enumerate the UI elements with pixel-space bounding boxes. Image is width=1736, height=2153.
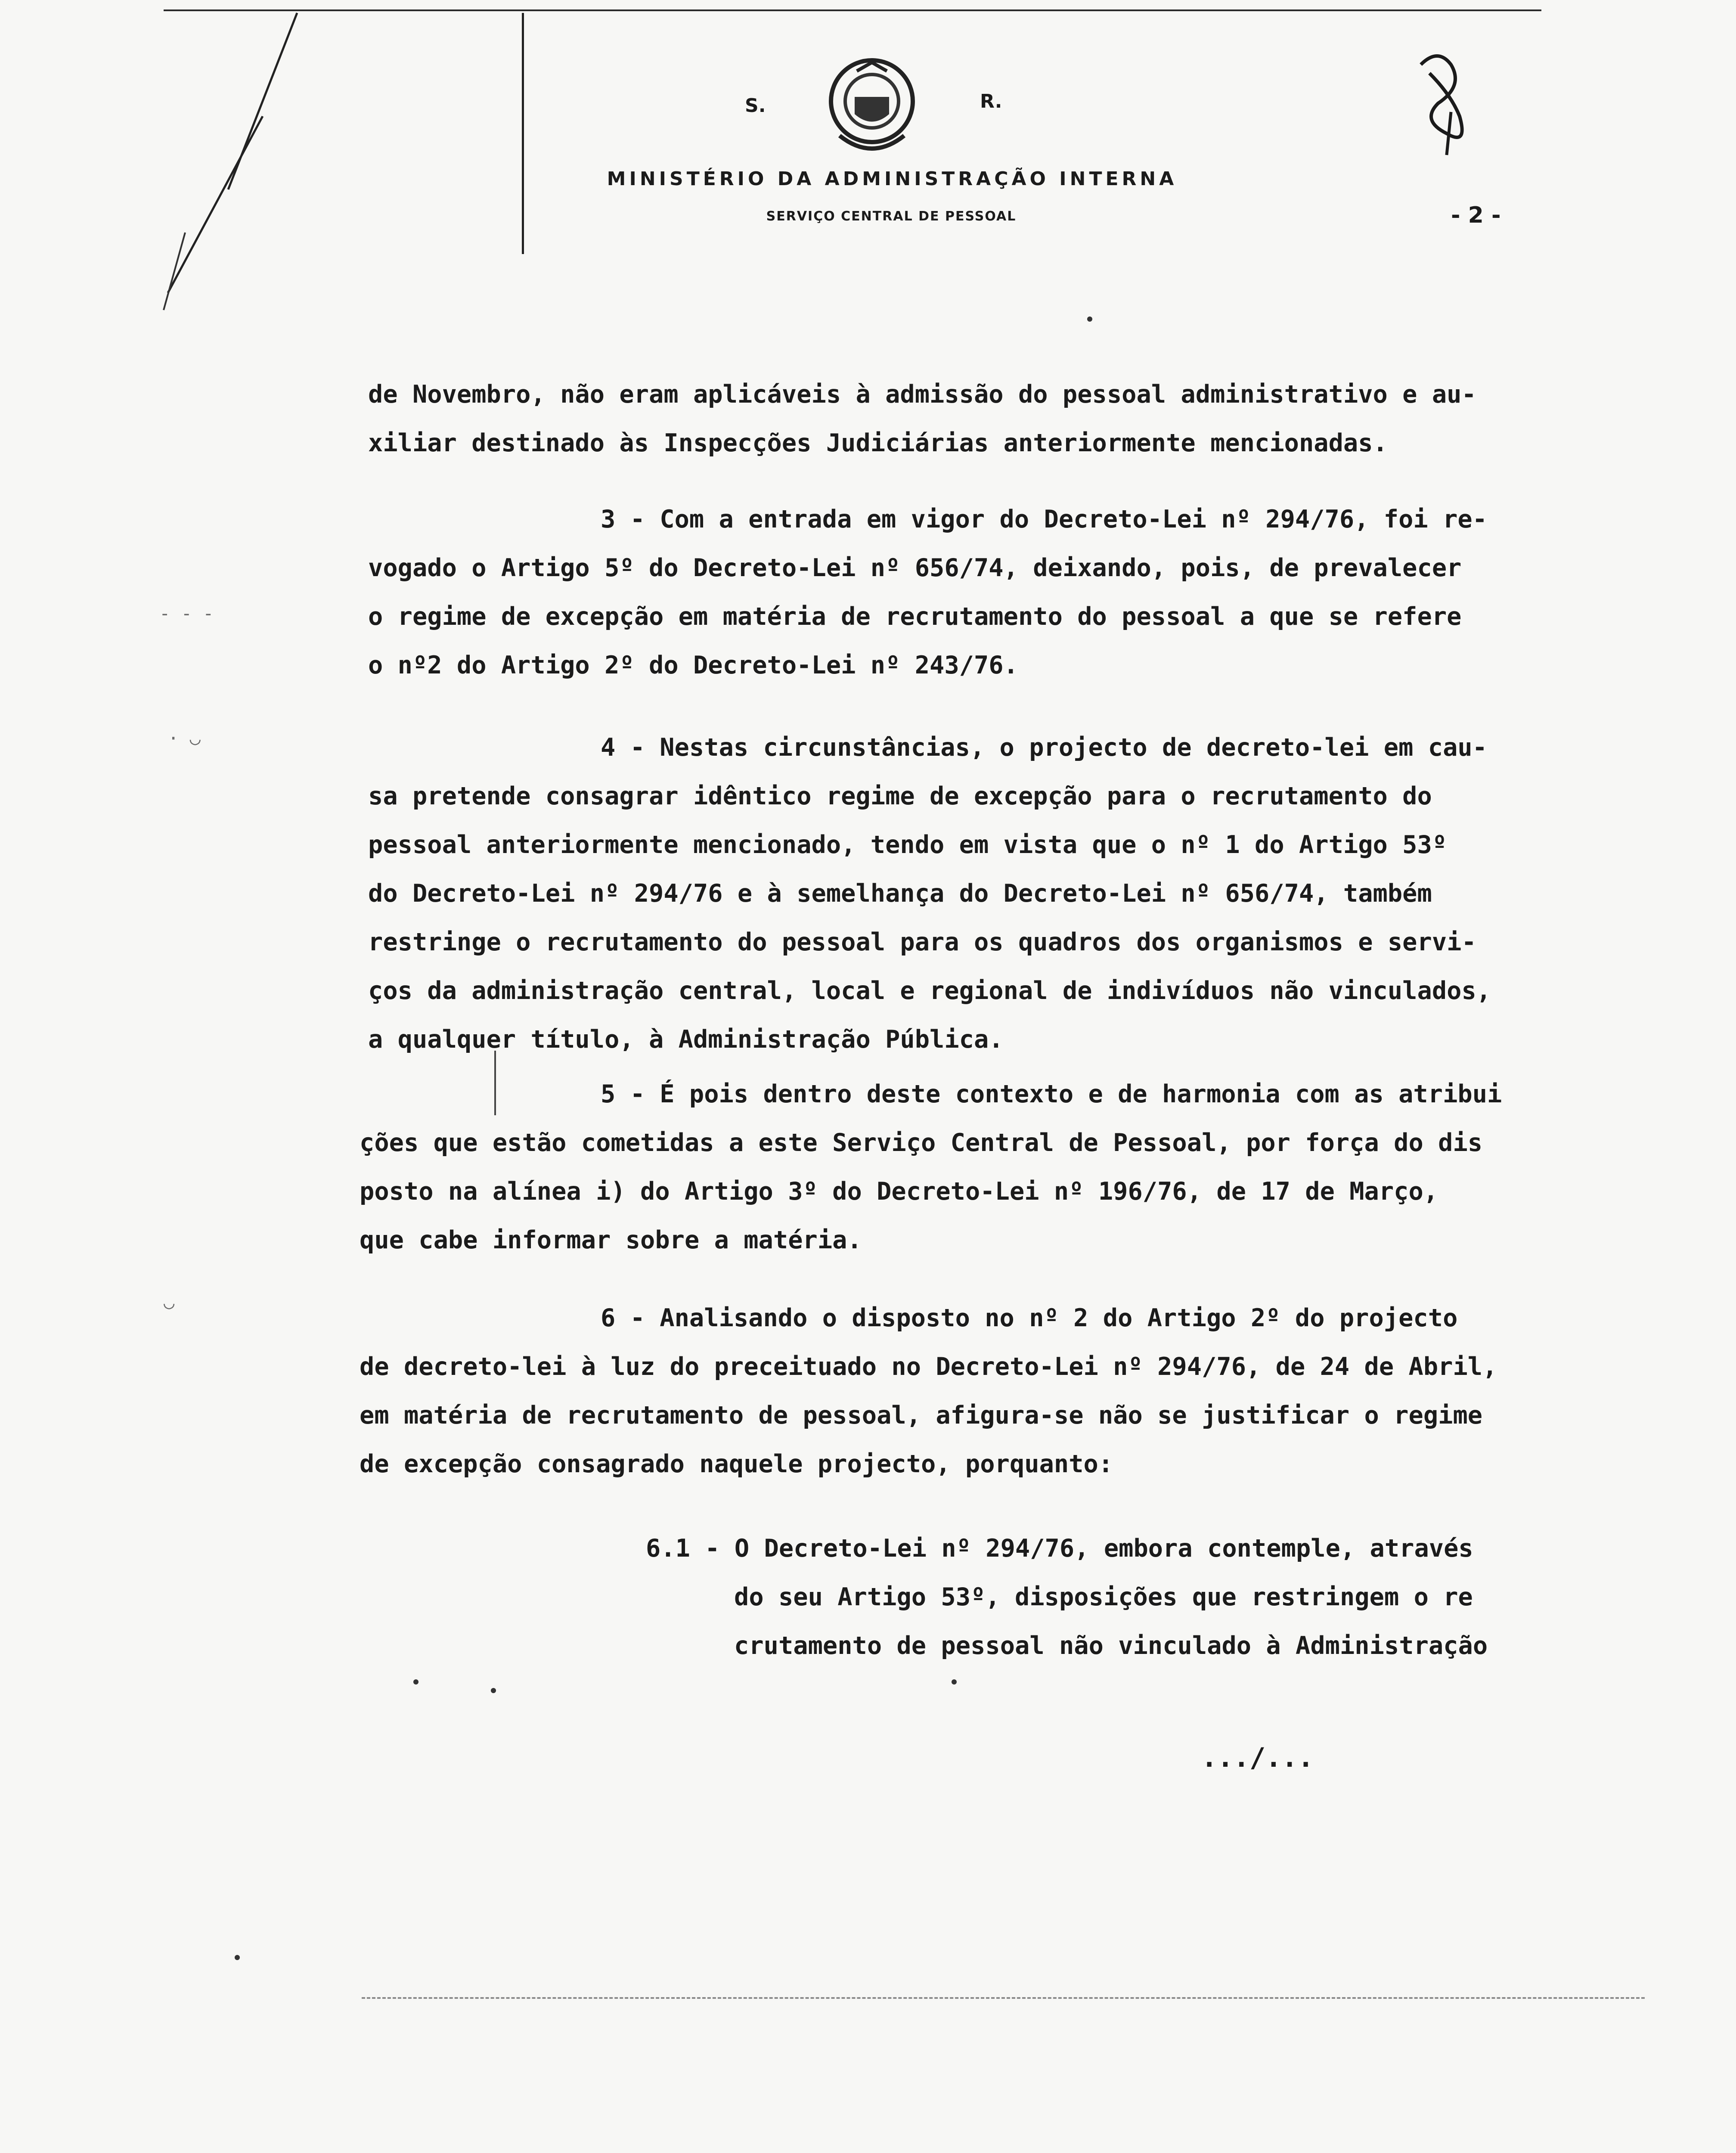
scan-edge-line	[164, 9, 1541, 11]
margin-smudge: ◡	[164, 1292, 175, 1313]
text-line: sa pretende consagrar idêntico regime de excepção para o recrutamento do	[368, 782, 1432, 810]
text-line: que cabe informar sobre a matéria.	[360, 1226, 862, 1254]
text-line: em matéria de recrutamento de pessoal, afigura-se não se justificar o regime	[360, 1401, 1483, 1430]
text-line: o regime de excepção em matéria de recrutamento do pessoal a que se refere	[368, 602, 1462, 631]
paragraph-3	[368, 495, 1487, 690]
letterhead	[517, 34, 1292, 233]
text-line: xiliar destinado às Inspecções Judiciárias anteriormente mencionadas.	[368, 429, 1388, 457]
ministry-title: MINISTÉRIO DA ADMINISTRAÇÃO INTERNA	[607, 168, 1178, 190]
text-line: 3 - Com a entrada em vigor do Decreto-Lei nº 294/76, foi re-	[601, 505, 1488, 534]
scan-speck	[235, 1955, 240, 1960]
margin-smudge: - - -	[159, 603, 214, 624]
text-line: posto na alínea i) do Artigo 3º do Decreto-Lei nº 196/76, de 17 de Março,	[360, 1177, 1438, 1206]
text-line: ços da administração central, local e regional de indivíduos não vinculados,	[368, 977, 1491, 1005]
margin-pen-strokes	[155, 9, 353, 319]
text-line: de Novembro, não eram aplicáveis à admissão do pessoal administrativo e au-	[368, 380, 1476, 409]
text-line: ções que estão cometidas a este Serviço Central de Pessoal, por força do dis	[360, 1129, 1483, 1157]
scan-bottom-edge	[362, 1997, 1645, 1999]
text-line: 4 - Nestas circunstâncias, o projecto de decreto-lei em cau-	[601, 733, 1488, 762]
coat-of-arms-icon	[814, 54, 930, 166]
text-line: crutamento de pessoal não vinculado à Administração	[734, 1632, 1488, 1660]
handwritten-folio-number	[1412, 47, 1481, 159]
margin-smudge: · ◡	[168, 728, 201, 749]
service-subtitle: SERVIÇO CENTRAL DE PESSOAL	[766, 209, 1017, 224]
paragraph-continuation	[368, 370, 1476, 468]
paragraph-5	[360, 1070, 1502, 1265]
continuation-marker: .../...	[1201, 1742, 1314, 1773]
page-number: - 2 -	[1451, 202, 1501, 228]
text-line: 5 - É pois dentro deste contexto e de harmonia com as atribui	[601, 1080, 1502, 1108]
paragraph-6	[360, 1294, 1497, 1489]
text-line: 6.1 - O Decreto-Lei nº 294/76, embora contemple, através	[646, 1534, 1473, 1563]
scan-speck	[491, 1688, 496, 1693]
text-line: o nº2 do Artigo 2º do Decreto-Lei nº 243/76.	[368, 651, 1018, 679]
paragraph-4	[368, 723, 1491, 1064]
text-line: do seu Artigo 53º, disposições que restringem o re	[734, 1583, 1473, 1611]
paragraph-6-1	[646, 1524, 1488, 1670]
text-line: a qualquer título, à Administração Pública.	[368, 1025, 1004, 1054]
text-line: restringe o recrutamento do pessoal para os quadros dos organismos e servi-	[368, 928, 1476, 956]
scan-speck	[1087, 316, 1092, 322]
text-line: de decreto-lei à luz do preceituado no Decreto-Lei nº 294/76, de 24 de Abril,	[360, 1353, 1497, 1381]
text-line: do Decreto-Lei nº 294/76 e à semelhança do Decreto-Lei nº 656/74, também	[368, 879, 1432, 908]
text-line: pessoal anteriormente mencionado, tendo em vista que o nº 1 do Artigo 53º	[368, 831, 1447, 859]
text-line: vogado o Artigo 5º do Decreto-Lei nº 656/74, deixando, pois, de prevalecer	[368, 554, 1462, 582]
text-line: 6 - Analisando o disposto no nº 2 do Artigo 2º do projecto	[601, 1304, 1458, 1332]
scan-speck	[952, 1679, 957, 1685]
scan-speck	[413, 1679, 418, 1685]
text-line: de excepção consagrado naquele projecto, porquanto:	[360, 1450, 1113, 1478]
letterhead-initial-s: S.	[745, 95, 766, 117]
letterhead-initial-r: R.	[980, 90, 1002, 112]
